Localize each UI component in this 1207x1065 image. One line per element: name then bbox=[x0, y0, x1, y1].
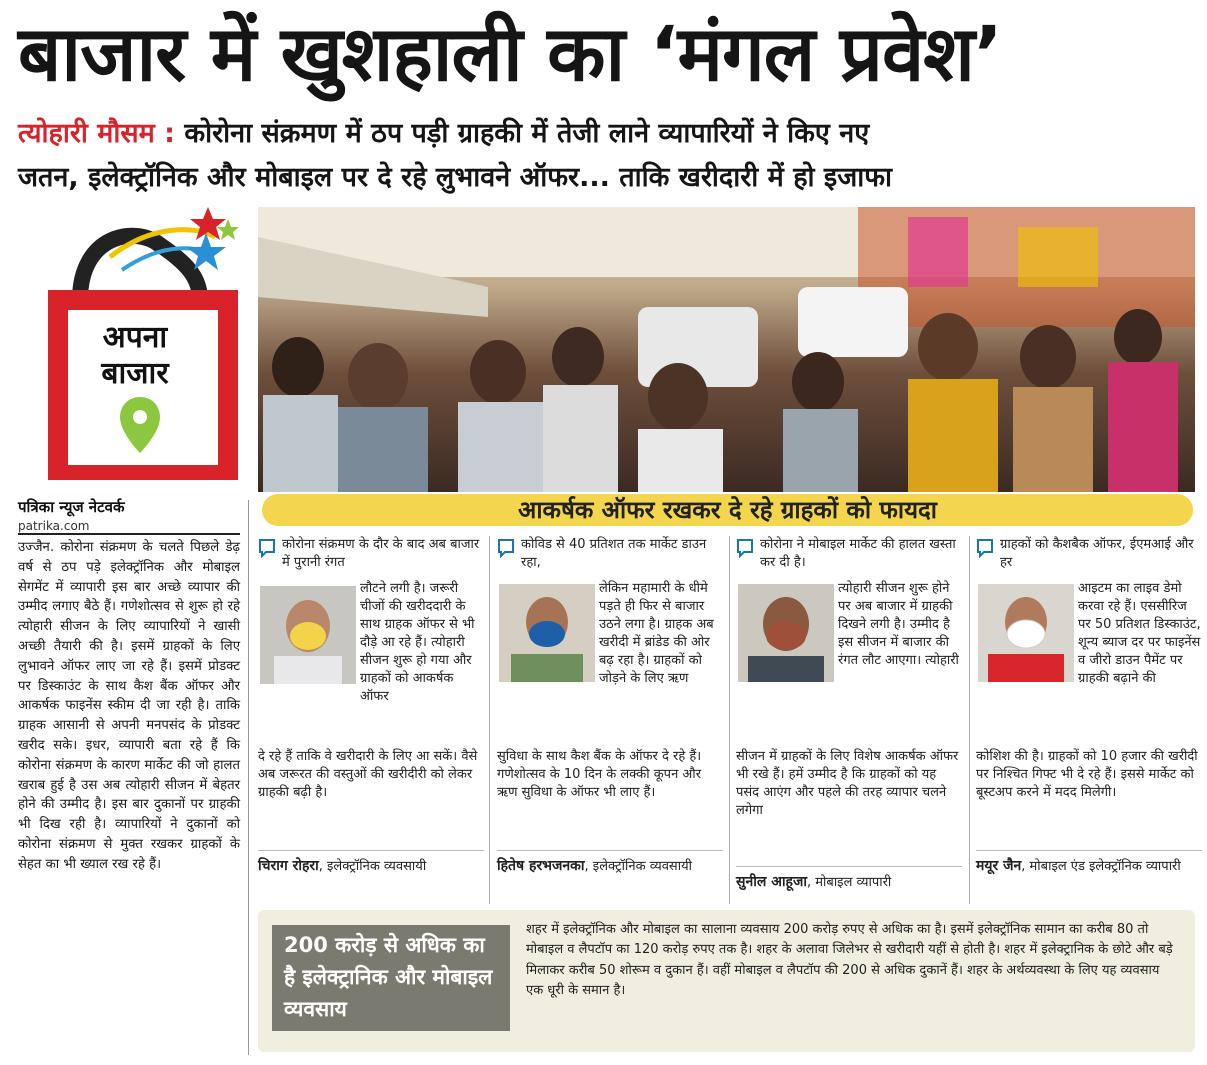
quote-2-lead: कोविड से 40 प्रतिशत तक मार्केट डाउन रहा, bbox=[521, 537, 707, 570]
quote-icon bbox=[497, 538, 515, 558]
subhead-tag: त्योहारी मौसम : bbox=[18, 118, 175, 149]
logo-text bbox=[62, 320, 208, 392]
portrait-sunil-ahuja bbox=[738, 584, 834, 682]
subhead-line-1 bbox=[18, 116, 1198, 152]
column-divider bbox=[248, 500, 249, 1055]
quote-3-body: त्योहारी सीजन शुरू होने पर अब बाजार में ग्राहकी दिखने लगी है। उम्मीद है इस सीजन में बाजार की रंगत लौट आएगा। त्योहारी bbox=[838, 581, 959, 668]
headline: बाजार में खुशहाली का ‘मंगल प्रवेश’ bbox=[18, 9, 1002, 98]
quote-1-body: लौटने लगी है। जरूरी चीजों की खरीददारी के साथ ग्राहक ऑफर से भी दौड़े आ रहे हैं। त्योहारी सीजन शुरू हो गया और ग्राहकों को आकर्षक ऑफर bbox=[360, 581, 475, 704]
quote-divider bbox=[489, 536, 490, 904]
quote-column-4 bbox=[976, 536, 1202, 904]
quote-divider bbox=[969, 536, 970, 904]
quote-icon bbox=[258, 538, 276, 558]
quote-4-tail: कोशिश की है। ग्राहकों को 10 हजार की खरीदी पर निश्चित गिफ्ट भी दे रहे हैं। इससे मार्केट को बूस्टअप करने में मदद मिलेगी। bbox=[976, 749, 1198, 800]
quote-2-attribution bbox=[497, 850, 723, 876]
quote-1-tail: दे रहे हैं ताकि वे खरीदारी के लिए आ सकें। वैसे अब जरूरत की वस्तुओं की खरीदीरी को लेकर ग्राहकी बढ़ी है। bbox=[258, 749, 478, 800]
quote-2-name: हितेष हरभजनका bbox=[497, 858, 585, 874]
quote-icon bbox=[736, 538, 754, 558]
byline-network: पत्रिका न्यूज नेटवर्क bbox=[18, 498, 125, 516]
quote-1-role: , इलेक्ट्रॉनिक व्यवसायी bbox=[318, 859, 427, 874]
quote-4-lead: ग्राहकों को कैशबैक ऑफर, ईएमआई और हर bbox=[1000, 537, 1194, 570]
quote-3-attribution bbox=[736, 866, 962, 892]
section-banner: आकर्षक ऑफर रखकर दे रहे ग्राहकों को फायदा bbox=[262, 494, 1193, 526]
portrait-hitesh-harbhajanka bbox=[499, 584, 595, 682]
quote-4-attribution bbox=[976, 850, 1202, 876]
quote-1-name: चिराग रोहरा bbox=[258, 858, 319, 874]
logo-line-1: अपना bbox=[102, 320, 168, 355]
quote-column-2 bbox=[497, 536, 723, 904]
quote-3-tail: सीजन में ग्राहकों के लिए विशेष आकर्षक ऑफर भी रखे हैं। हमें उम्मीद है कि ग्राहकों को यह पसंद आएंग और पहले की तरह व्यापार चलने लगेगा bbox=[736, 749, 959, 818]
subhead-text-1: कोरोना संक्रमण में ठप पड़ी ग्राहकी में तेजी लाने व्यापारियों ने किए नए bbox=[174, 118, 870, 149]
quote-1-attribution bbox=[258, 850, 484, 876]
byline bbox=[18, 497, 248, 535]
main-story: उज्जैन. कोरोना संक्रमण के चलते पिछले डेढ़ वर्ष से ठप पड़े इलेक्ट्रॉनिक और मोबाइल सेगमेंट में व्यापारी इस बार अच्छे व्यापार की उम्मीद लगाए बैठे हैं। गणेशोत्सव से शुरू हो रहे त्योहारी सीजन के लिए व्यापारियों ने खासी अच्छी तैयारी की है। इसमें ग्राहकों के लिए लुभावने ऑफर लाए जा रहे हैं। इसमें प्रोडक्ट पर डिस्काउंट के साथ कैश बैंक ऑफर और आकर्षक फाइनेंस स्कीम दी जा रही है। ताकि ग्राहक आसानी से अपनी मनपसंद के प्रोडक्ट खरीद सके। इधर, व्यापारी बता रहे हैं कि कोरोना संक्रमण के कारण मार्केट की जो हालत खराब हुई है उस अब त्योहारी सीजन में बेहतर होने की उम्मीद है। इस बार दुकानों पर ग्राहकी भी दिख रही है। व्यापारियों ने दुकानों को कोरोना संक्रमण से मुक्त रखकर ग्राहकों के सेहत का भी ख्याल रख रहे हैं। bbox=[18, 540, 240, 872]
market-crowd-photo bbox=[258, 207, 1195, 492]
quote-column-1 bbox=[258, 536, 484, 904]
quote-3-role: , मोबाइल व्यापारी bbox=[806, 875, 892, 890]
quote-divider bbox=[729, 536, 730, 904]
quote-2-role: , इलेक्ट्रॉनिक व्यवसायी bbox=[584, 859, 692, 874]
quote-4-role: , मोबाइल एंड इलेक्ट्रॉनिक व्यापारी bbox=[1021, 859, 1181, 874]
quote-4-body: आइटम का लाइव डेमो करवा रहे हैं। एससीरिज पर 50 प्रतिशत डिस्काउंट, शून्य ब्याज दर पर फाइनेंस व जीरो डाउन पैमेंट पर ग्राहकी बढ़ाने की bbox=[1078, 581, 1201, 686]
logo-line-2: बाजार bbox=[101, 356, 169, 391]
byline-site: patrika.com bbox=[18, 519, 90, 533]
location-pin-icon bbox=[120, 397, 160, 453]
info-box-title: 200 करोड़ से अधिक का है इलेक्ट्रानिक और मोबाइल व्यवसाय bbox=[272, 925, 510, 1031]
quote-column-3 bbox=[736, 536, 962, 904]
info-box-text: शहर में इलेक्ट्रॉनिक और मोबाइल का सालाना व्यवसाय 200 करोड़ रुपए से अधिक का है। इसमें इलेक्ट्रॉनिक सामान का करीब 80 तो मोबाइल व लैपटॉप का 120 करोड़ रुपए तक है। शहर के अलावा जिलेभर से खरीदारी यहीं से होती है। शहर में इलेक्ट्रानिक के छोटे और बड़े मिलाकर करीब 50 शोरूम व दुकान हैं। वहीं मोबाइल व लैपटॉप की 200 से अधिक दुकानें हैं। शहर के अर्थव्यवस्था के लिए यह व्यवसाय एक धूरी के समान है। bbox=[526, 922, 1173, 999]
quote-2-body: लेकिन महामारी के धीमे पड़ते ही फिर से बाजार उठने लगा है। ग्राहक अब खरीदी में ब्रांडेड की ओर बढ़ रहा है। ग्राहकों को जोड़ने के लिए ऋण bbox=[599, 581, 714, 686]
byline-divider bbox=[18, 533, 240, 535]
quote-2-tail: सुविधा के साथ कैश बैंक के ऑफर दे रहे हैं। गणेशोत्सव के 10 दिन के लक्की कूपन और ऋण सुविधा के ऑफर भी लाए हैं। bbox=[497, 749, 702, 800]
subhead-line-2: जतन, इलेक्ट्रॉनिक और मोबाइल पर दे रहे लुभावने ऑफर... ताकि खरीदारी में हो इजाफा bbox=[18, 162, 893, 193]
portrait-mayur-jain bbox=[978, 584, 1074, 682]
quote-3-name: सुनील आहूजा bbox=[736, 874, 807, 890]
quote-icon bbox=[976, 538, 994, 558]
portrait-chirag-rohra bbox=[260, 586, 356, 684]
quote-1-lead: कोरोना संक्रमण के दौर के बाद अब बाजार में पुरानी रंगत bbox=[282, 537, 480, 570]
quote-3-lead: कोरोना ने मोबाइल मार्केट की हालत खस्ता कर दी है। bbox=[760, 537, 956, 570]
quote-4-name: मयूर जैन bbox=[976, 858, 1022, 874]
crowd-illustration bbox=[258, 207, 1195, 492]
